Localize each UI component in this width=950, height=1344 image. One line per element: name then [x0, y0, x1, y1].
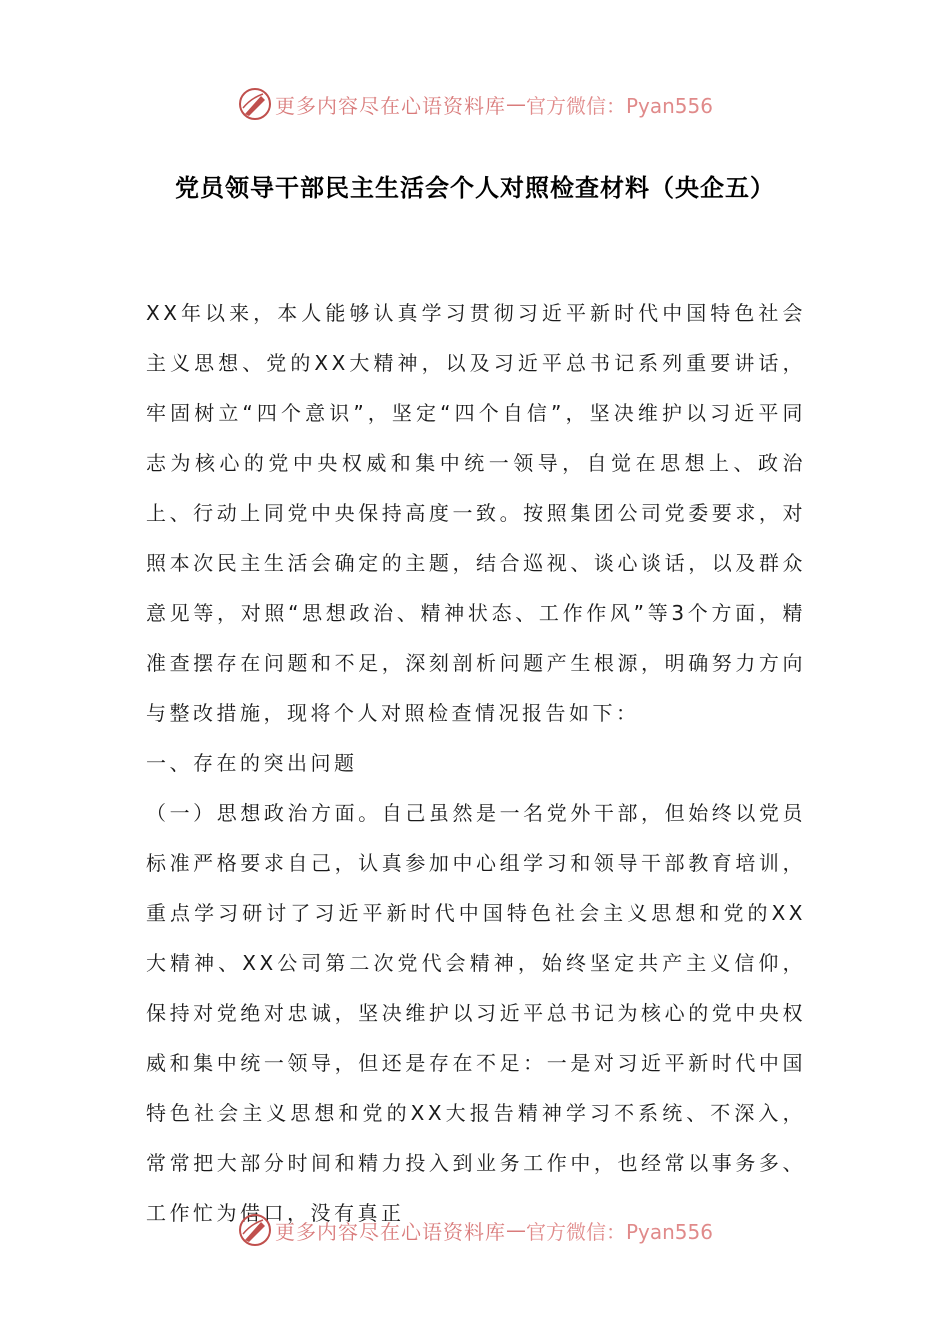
paragraph-political: （一）思想政治方面。自己虽然是一名党外干部，但始终以党员标准严格要求自己，认真参加中心组学习和领导干部教育培训，重点学习研讨了习近平新时代中国特色社会主义思想和党的XX大精神、XX公司第二次党代会精神，始终坚定共产主义信仰，保持对党绝对忠诚，坚决维护以习近平总书记为核心的党中央权威和集中统一领导，但还是存在不足：一是对习近平新时代中国特色社会主义思想和党的XX大报告精神学习不系统、不深入，常常把大部分时间和精力投入到业务工作中，也经常以事务多、工作忙为借口，没有真正 — [146, 801, 806, 1225]
watermark-wechat: 官方微信：Pyan556 — [525, 1219, 713, 1244]
document-title: 党员领导干部民主生活会个人对照检查材料（央企五） — [175, 174, 775, 202]
watermark-separator: — — [505, 92, 526, 116]
watermark-brand: 更多内容尽在心语资料库 — [274, 93, 506, 118]
section-heading: 一、存在的突出问题 — [146, 751, 358, 775]
watermark-separator: — — [505, 1218, 526, 1242]
watermark-wechat: 官方微信：Pyan556 — [525, 93, 713, 118]
watermark-footer — [0, 1208, 950, 1252]
paragraph-intro: XX年以来，本人能够认真学习贯彻习近平新时代中国特色社会主义思想、党的XX大精神，以及习近平总书记系列重要讲话，牢固树立“四个意识”，坚定“四个自信”，坚决维护以习近平同志为核心的党中央权威和集中统一领导，自觉在思想上、政治上、行动上同党中央保持高度一致。按照集团公司党委要求，对照本次民主生活会确定的主题，结合巡视、谈心谈话，以及群众意见等，对照“思想政治、精神状态、工作作风”等3个方面，精准查摆存在问题和不足，深刻剖析问题产生根源，明确努力方向与整改措施，现将个人对照检查情况报告如下： — [146, 301, 806, 725]
pen-logo-icon — [237, 1212, 273, 1248]
watermark-brand: 更多内容尽在心语资料库 — [274, 1219, 506, 1244]
watermark-header — [0, 82, 950, 126]
pen-logo-icon — [237, 86, 273, 122]
document-body — [146, 288, 806, 1238]
